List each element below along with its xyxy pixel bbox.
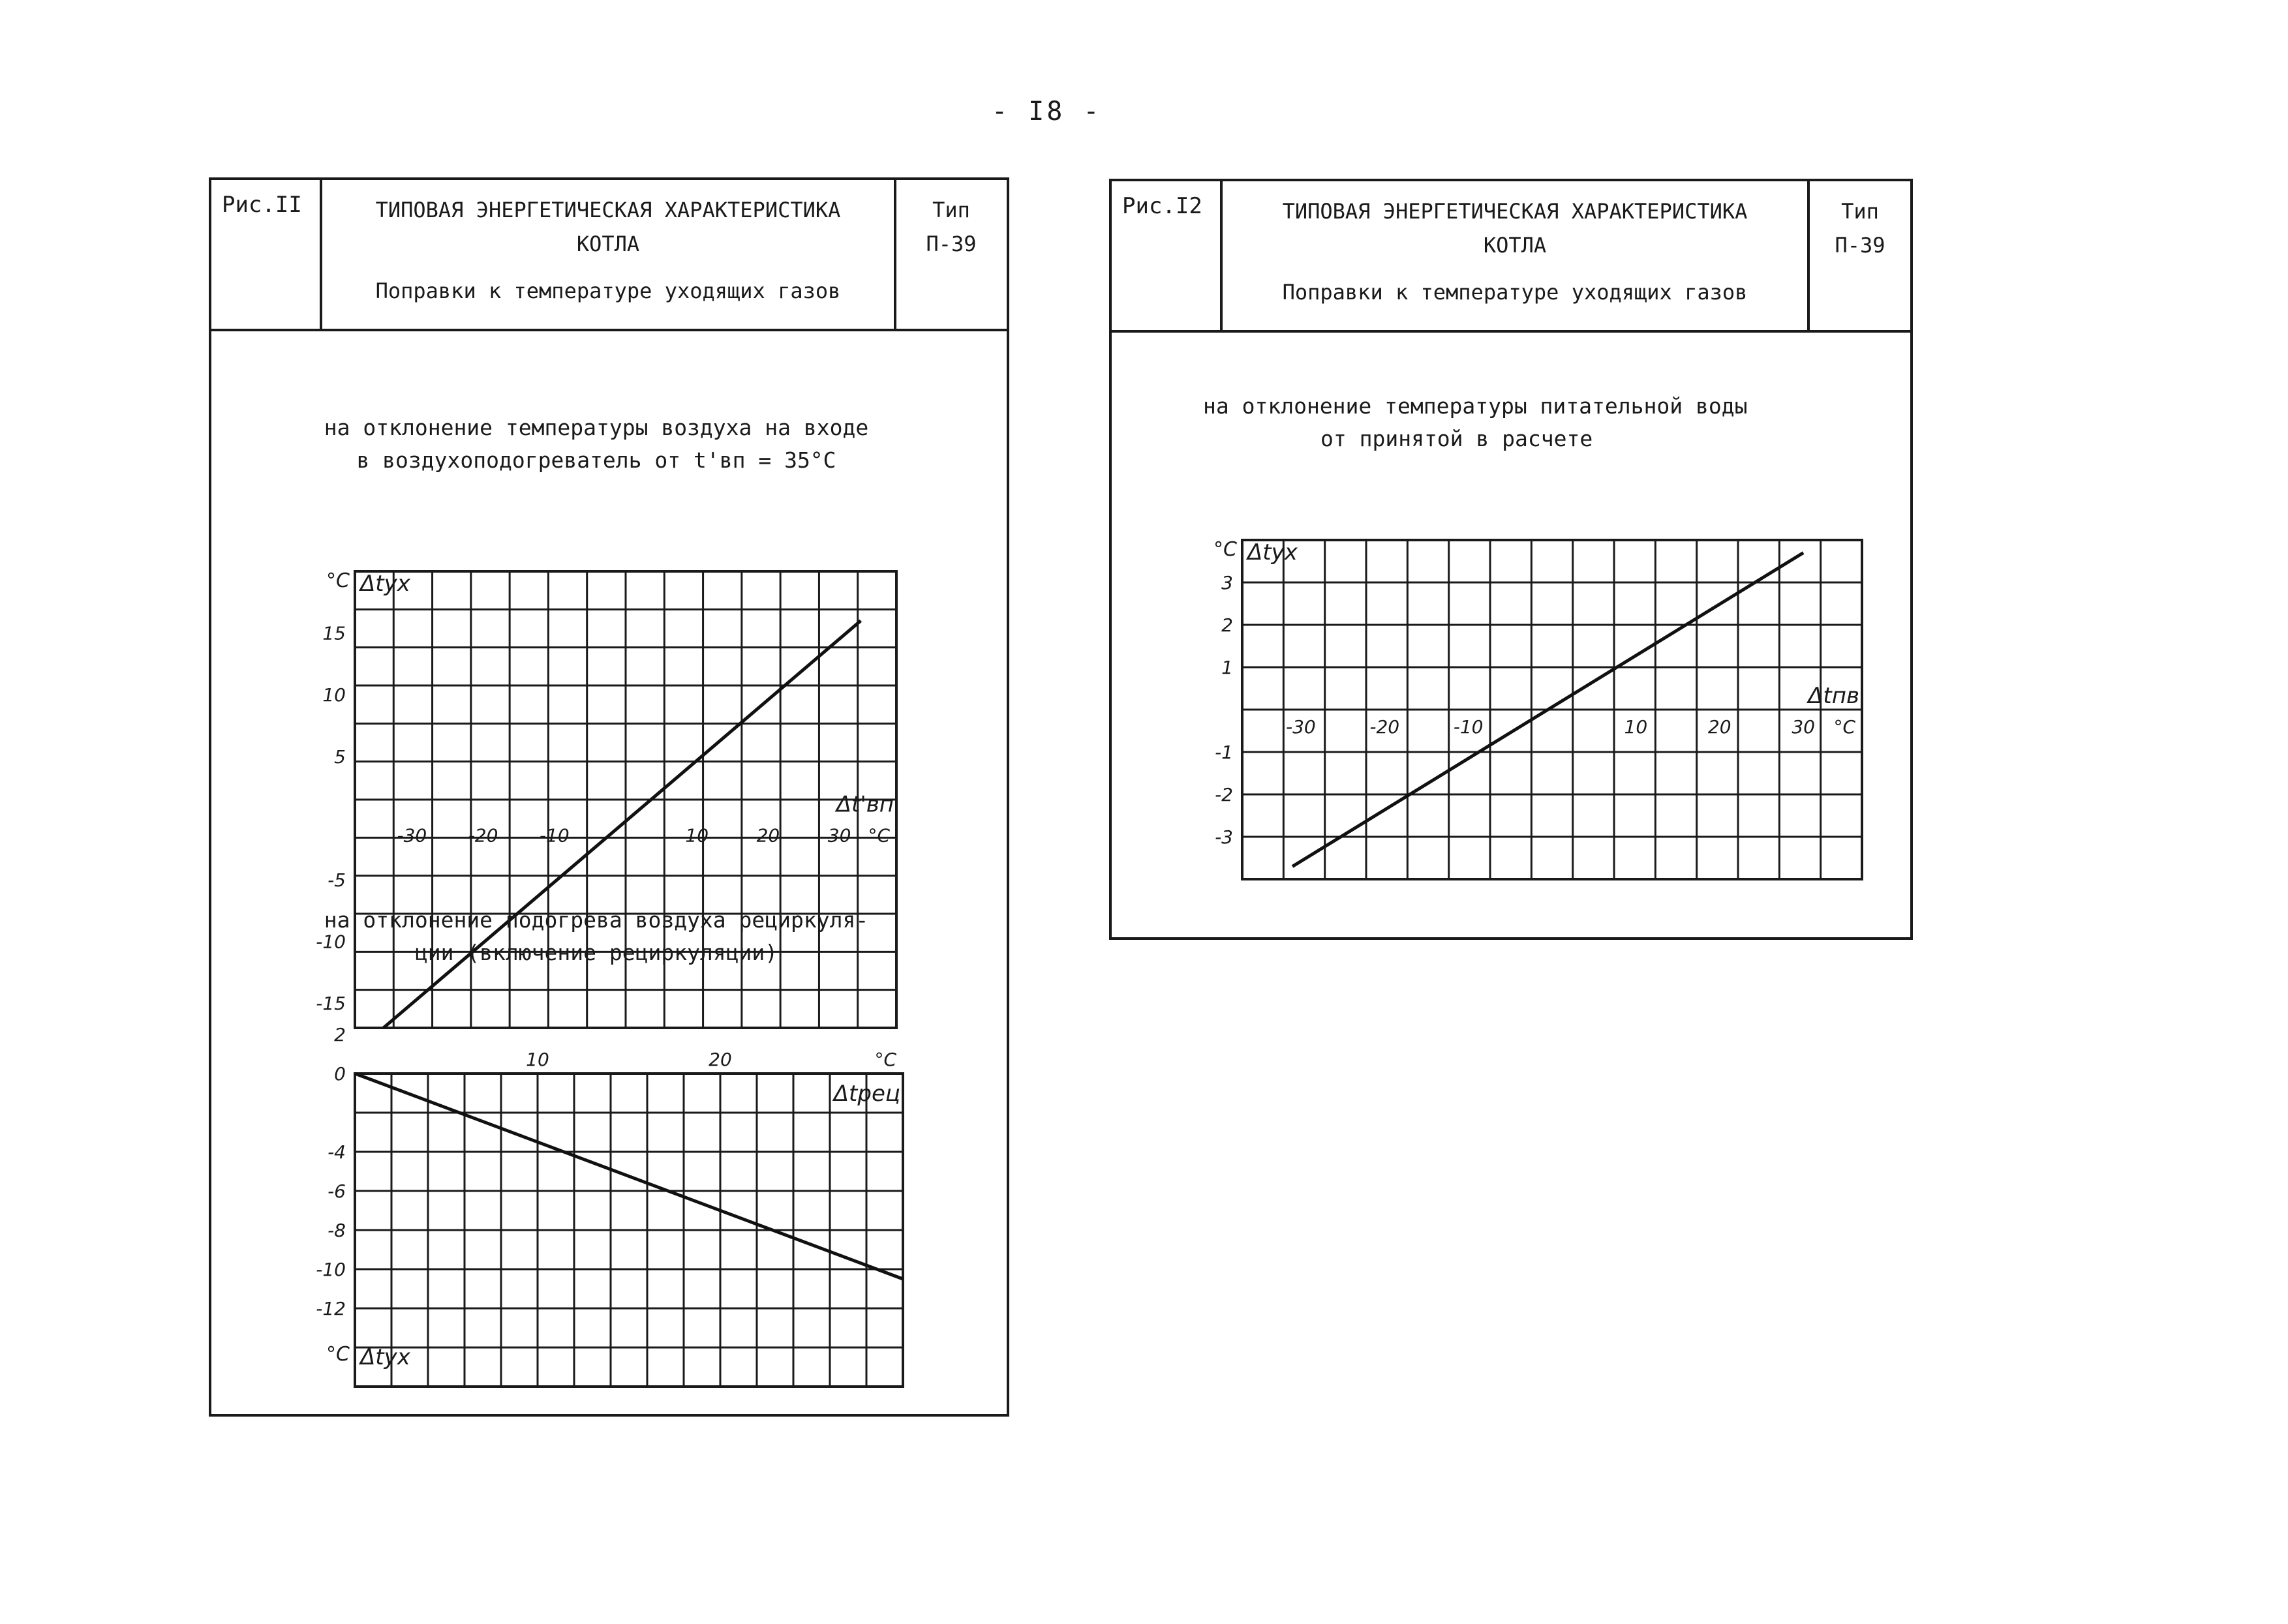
x-tick-label: 30 bbox=[1792, 716, 1815, 738]
x-tick-label: 20 bbox=[709, 1049, 732, 1070]
y-axis-label: Δtух bbox=[360, 1344, 410, 1370]
y-tick-label: -10 bbox=[316, 931, 346, 953]
x-tick-label: -10 bbox=[539, 824, 570, 847]
figure-11-title-line1: ТИПОВАЯ ЭНЕРГЕТИЧЕСКАЯ ХАРАКТЕРИСТИКА bbox=[375, 198, 841, 222]
y-tick-label: -6 bbox=[328, 1180, 346, 1202]
y-axis-unit-label: °C bbox=[326, 1343, 350, 1366]
x-tick-label: -30 bbox=[397, 824, 427, 847]
chart-feedwater-temperature bbox=[1164, 501, 1882, 905]
x-axis-label: Δtпв bbox=[1808, 683, 1859, 709]
y-axis-unit-label: °C bbox=[1213, 538, 1237, 561]
y-tick-label: 2 bbox=[1221, 614, 1233, 636]
x-tick-label: 10 bbox=[1624, 716, 1648, 738]
chart-3-caption-line1: на отклонение температуры питательной воды bbox=[1203, 393, 1748, 419]
figure-12-label: Рис.I2 bbox=[1112, 181, 1223, 330]
x-tick-label: 10 bbox=[526, 1049, 549, 1070]
chart-1-caption-line1: на отклонение температуры воздуха на входе bbox=[324, 415, 869, 440]
y-tick-label: 5 bbox=[334, 745, 346, 768]
y-tick-label: 0 bbox=[334, 1063, 346, 1085]
chart-recirculation-heating bbox=[277, 982, 968, 1400]
x-tick-label: 10 bbox=[685, 824, 709, 847]
figure-11-label: Рис.II bbox=[211, 180, 322, 329]
figure-12-title-block bbox=[1223, 181, 1810, 330]
figure-11-title-block bbox=[322, 180, 896, 329]
y-tick-label: 3 bbox=[1221, 572, 1233, 594]
y-tick-label: -10 bbox=[316, 1259, 346, 1280]
figure-12-title-line2: КОТЛА bbox=[1483, 233, 1547, 258]
x-tick-label: 20 bbox=[756, 824, 780, 847]
x-tick-label: -20 bbox=[1369, 716, 1400, 738]
y-tick-label: -8 bbox=[328, 1220, 346, 1241]
y-axis-label: Δtух bbox=[360, 571, 410, 597]
chart-3-caption-line2: от принятой в расчете bbox=[1320, 426, 1593, 451]
figure-12-subtitle: Поправки к температуре уходящих газов bbox=[1282, 280, 1748, 305]
figure-11-type-label: Тип bbox=[932, 198, 970, 222]
y-tick-label: 15 bbox=[322, 622, 346, 644]
y-tick-label: 1 bbox=[1221, 657, 1233, 678]
x-axis-label: Δtрец bbox=[833, 1081, 900, 1107]
figure-11-type-block bbox=[896, 180, 1007, 342]
chart-1-caption-line2: в воздухоподогреватель от t'вп = 35°С bbox=[356, 447, 836, 473]
chart-grid bbox=[355, 1074, 903, 1387]
figure-12-header bbox=[1112, 181, 1910, 333]
y-tick-label: 10 bbox=[322, 684, 346, 706]
x-tick-label: 20 bbox=[1707, 716, 1731, 738]
x-axis-unit-label: °C bbox=[1833, 716, 1855, 738]
y-tick-label: -3 bbox=[1215, 826, 1233, 848]
y-tick-label: 2 bbox=[334, 1024, 346, 1045]
figure-12-title-line1: ТИПОВАЯ ЭНЕРГЕТИЧЕСКАЯ ХАРАКТЕРИСТИКА bbox=[1282, 199, 1748, 224]
x-axis-unit-label: °C bbox=[868, 824, 890, 847]
y-tick-label: -5 bbox=[328, 869, 346, 891]
chart-2-caption bbox=[303, 904, 890, 969]
chart-1-caption bbox=[303, 412, 890, 477]
figure-11-type-value: П-39 bbox=[926, 232, 977, 256]
x-tick-label: 30 bbox=[827, 824, 851, 847]
chart-grid bbox=[1242, 540, 1862, 879]
figure-11 bbox=[209, 177, 1009, 1417]
y-axis-unit-label: °C bbox=[326, 569, 350, 592]
figure-11-header bbox=[211, 180, 1007, 331]
y-tick-label: -4 bbox=[328, 1141, 346, 1163]
series-line bbox=[355, 1074, 903, 1279]
page-number: - I8 - bbox=[992, 97, 1102, 127]
chart-3-caption bbox=[1190, 390, 1777, 455]
x-axis-label: Δt'вп bbox=[836, 791, 894, 818]
y-axis-label: Δtух bbox=[1247, 539, 1298, 565]
x-axis-unit-label: °C bbox=[874, 1049, 896, 1070]
x-tick-label: -20 bbox=[468, 824, 498, 847]
figure-12-type-block bbox=[1810, 181, 1910, 343]
y-tick-label: -15 bbox=[316, 993, 346, 1015]
figure-12-type-label: Тип bbox=[1841, 199, 1879, 224]
x-tick-label: -10 bbox=[1453, 716, 1484, 738]
y-tick-label: -12 bbox=[316, 1298, 346, 1319]
x-tick-label: -30 bbox=[1285, 716, 1316, 738]
chart-2-caption-line1: на отклонение подогрева воздуха рециркуля- bbox=[324, 907, 869, 933]
figure-11-title-line2: КОТЛА bbox=[576, 232, 640, 256]
figure-11-subtitle: Поправки к температуре уходящих газов bbox=[375, 278, 841, 303]
y-tick-label: -1 bbox=[1215, 742, 1233, 763]
y-tick-label: -2 bbox=[1215, 784, 1233, 805]
figure-12-type-value: П-39 bbox=[1835, 233, 1885, 258]
chart-2-caption-line2: ции (включение рециркуляции) bbox=[414, 940, 778, 965]
figure-12 bbox=[1109, 179, 1913, 940]
